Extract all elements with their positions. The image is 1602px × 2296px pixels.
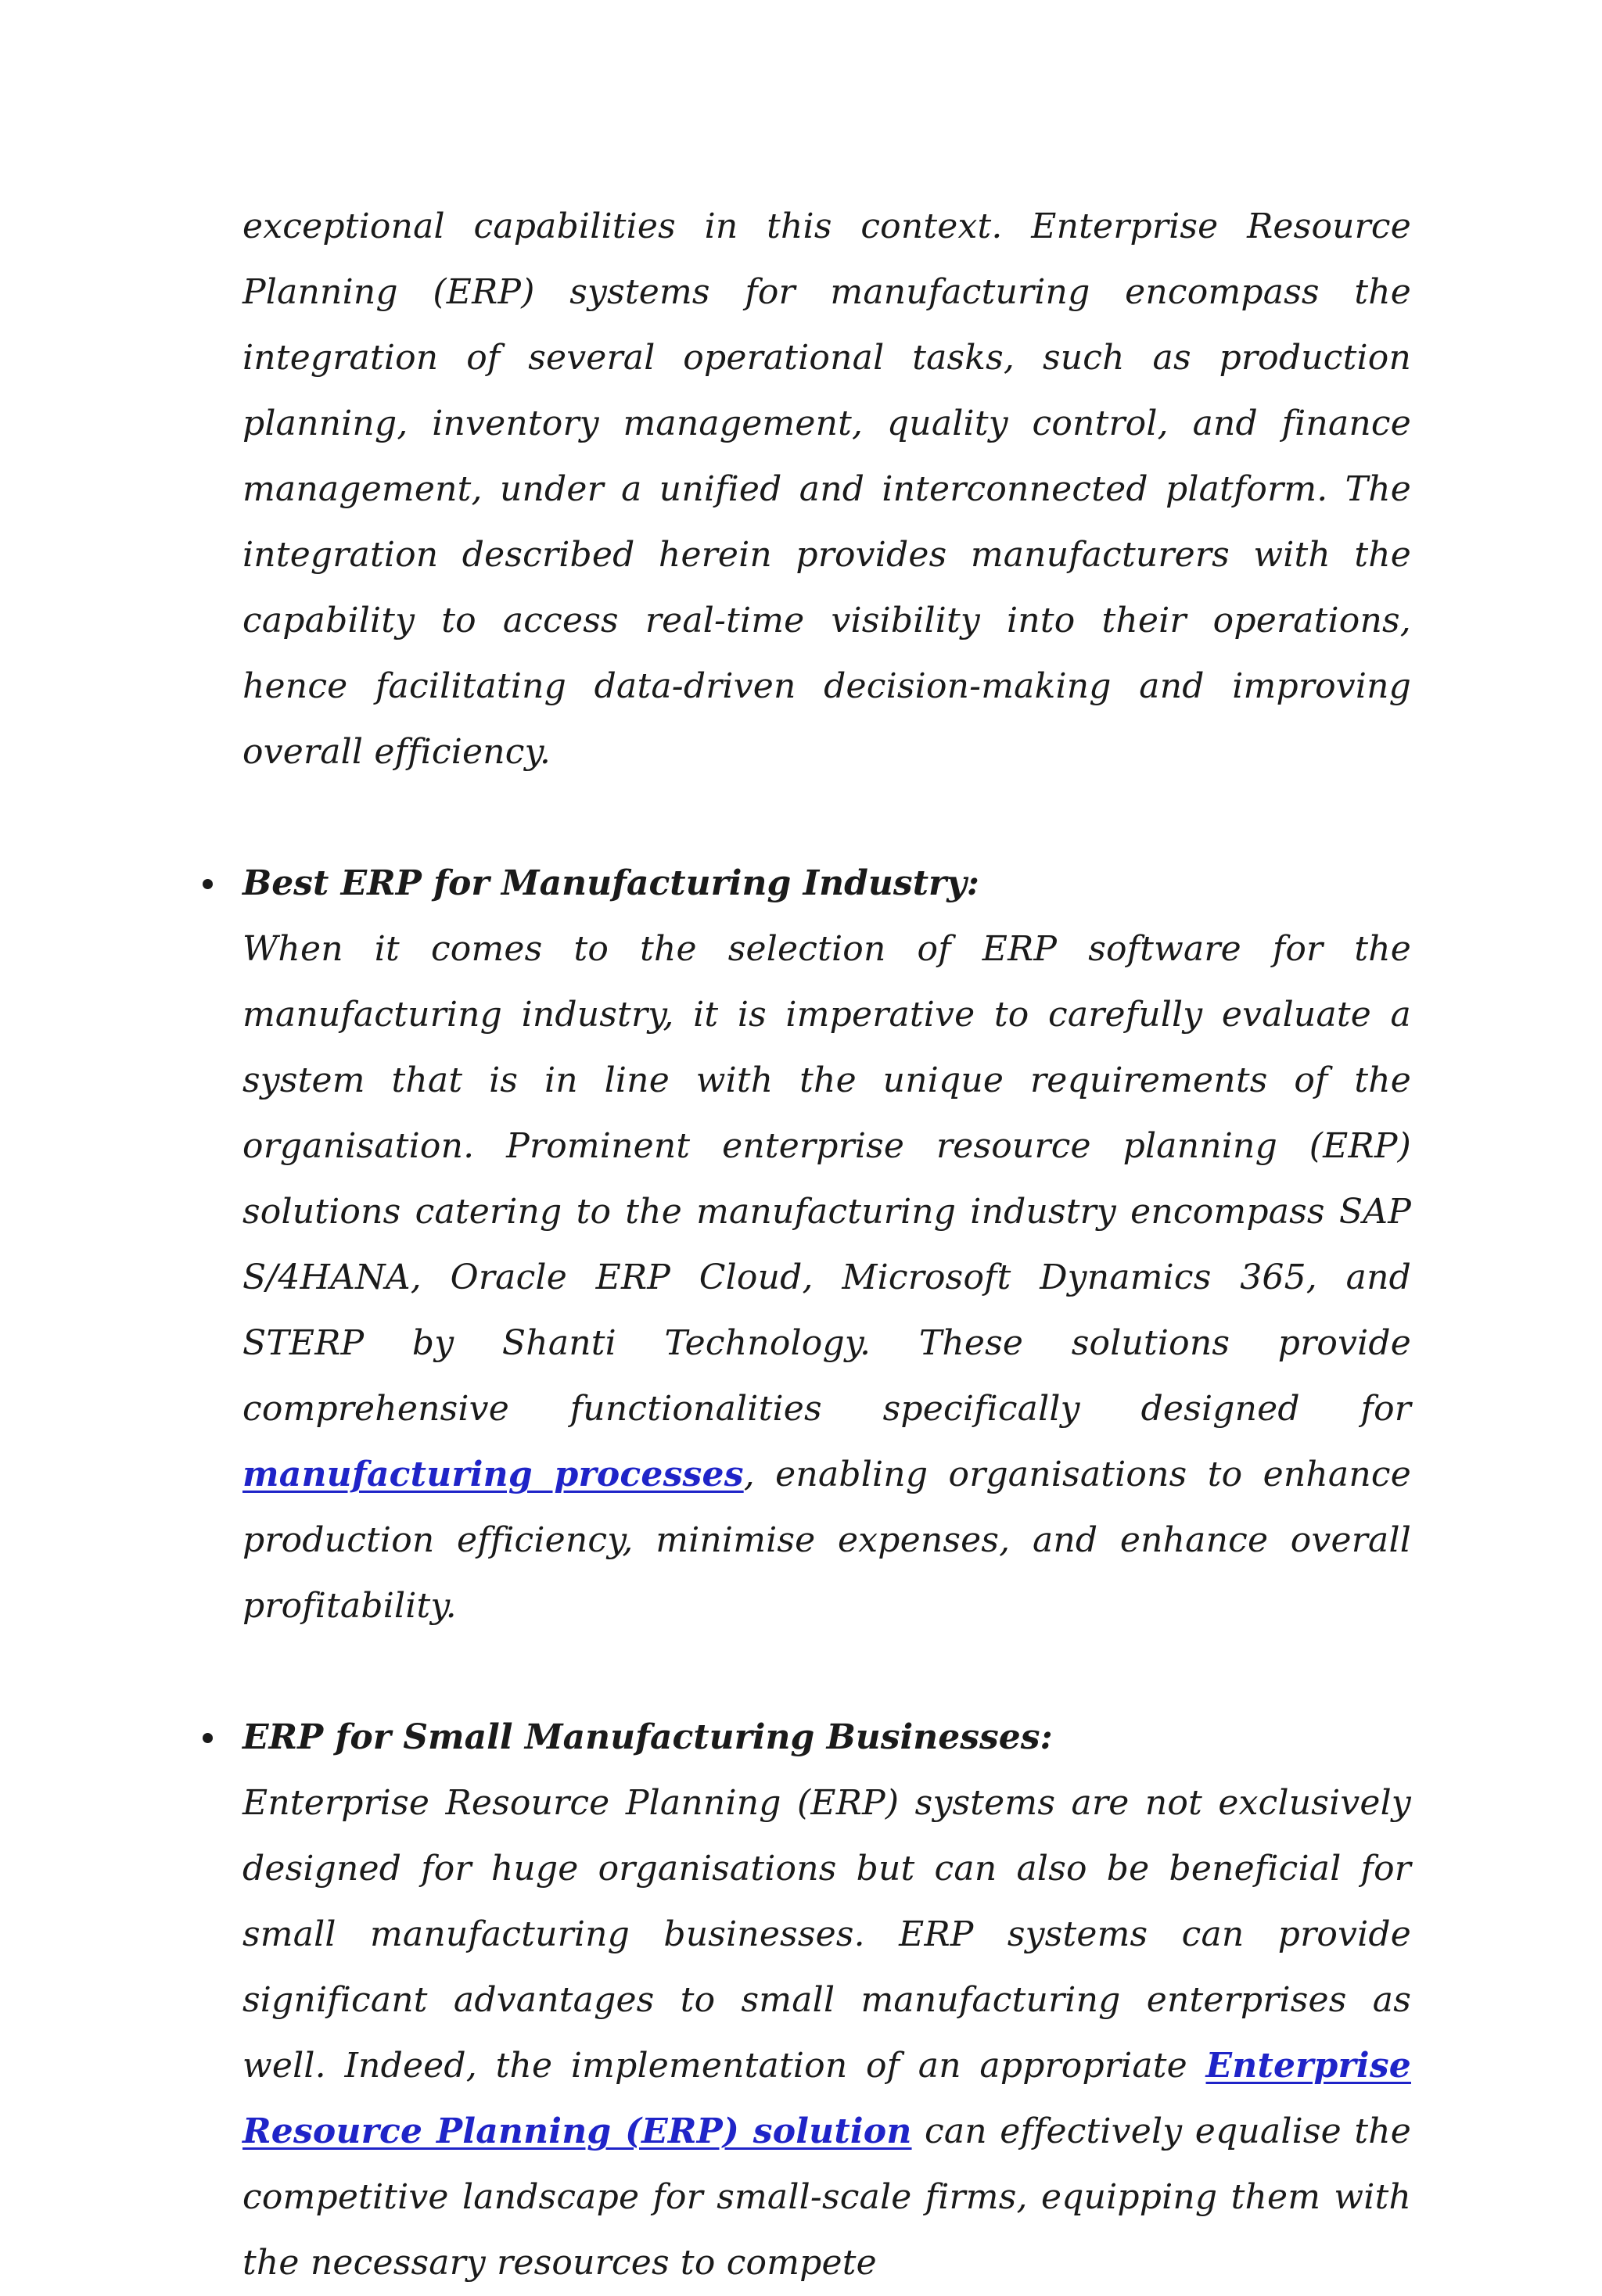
paragraph-text: When it comes to the selection of ERP software for the manufacturing industry, it is imperative to carefully evaluate a system that is in line with the unique requirements of the organisation. Prominent enterprise resource planning (ERP) solutions catering to the manufacturing industry encompass SAP S/4HANA, Oracle ERP Cloud, Microsoft Dynamics 365, and STERP by Shanti Technology. These solutions provide comprehensive functionalities specifically designed for	[242, 929, 1411, 1429]
paragraph-text: Enterprise Resource Planning (ERP) systems are not exclusively designed for huge organisations but can also be beneficial for small manufacturing businesses. ERP systems can provide significant advantages to small manufacturing enterprises as well. Indeed, the implementation of an appropriate	[242, 1783, 1411, 2086]
section-heading-small-business: ERP for Small Manufacturing Businesses:	[242, 1717, 1053, 1757]
section-small-business-erp	[242, 1705, 1411, 2296]
section-heading-best-erp: Best ERP for Manufacturing Industry:	[242, 863, 980, 903]
intro-paragraph: exceptional capabilities in this context. Enterprise Resource Planning (ERP) systems for manufacturing encompass the integration of several operational tasks, such as production planning, inventory management, quality control, and finance management, under a unified and interconnected platform. The integration described herein provides manufacturers with the capability to access real-time visibility into their operations, hence facilitating data-driven decision-making and improving overall efficiency.	[242, 206, 1411, 772]
section-paragraph-best-erp	[242, 917, 1411, 1639]
paragraph-text: can effectively equalise the competitive landscape for small-scale firms, equipping them with the necessary resources to compete	[242, 2111, 1411, 2283]
bullet-icon	[196, 1705, 219, 1770]
bullet-icon	[196, 851, 219, 917]
manufacturing-processes-link[interactable]: manufacturing processes	[242, 1455, 744, 1494]
section-best-erp	[242, 851, 1411, 1639]
paragraph-text: , enabling organisations to enhance production efficiency, minimise expenses, and enhance overall profitability.	[242, 1455, 1411, 1626]
section-paragraph-small-business	[242, 1770, 1411, 2296]
document-content	[242, 194, 1411, 2296]
erp-solution-link[interactable]: Enterprise Resource Planning (ERP) solution	[242, 2046, 1411, 2151]
